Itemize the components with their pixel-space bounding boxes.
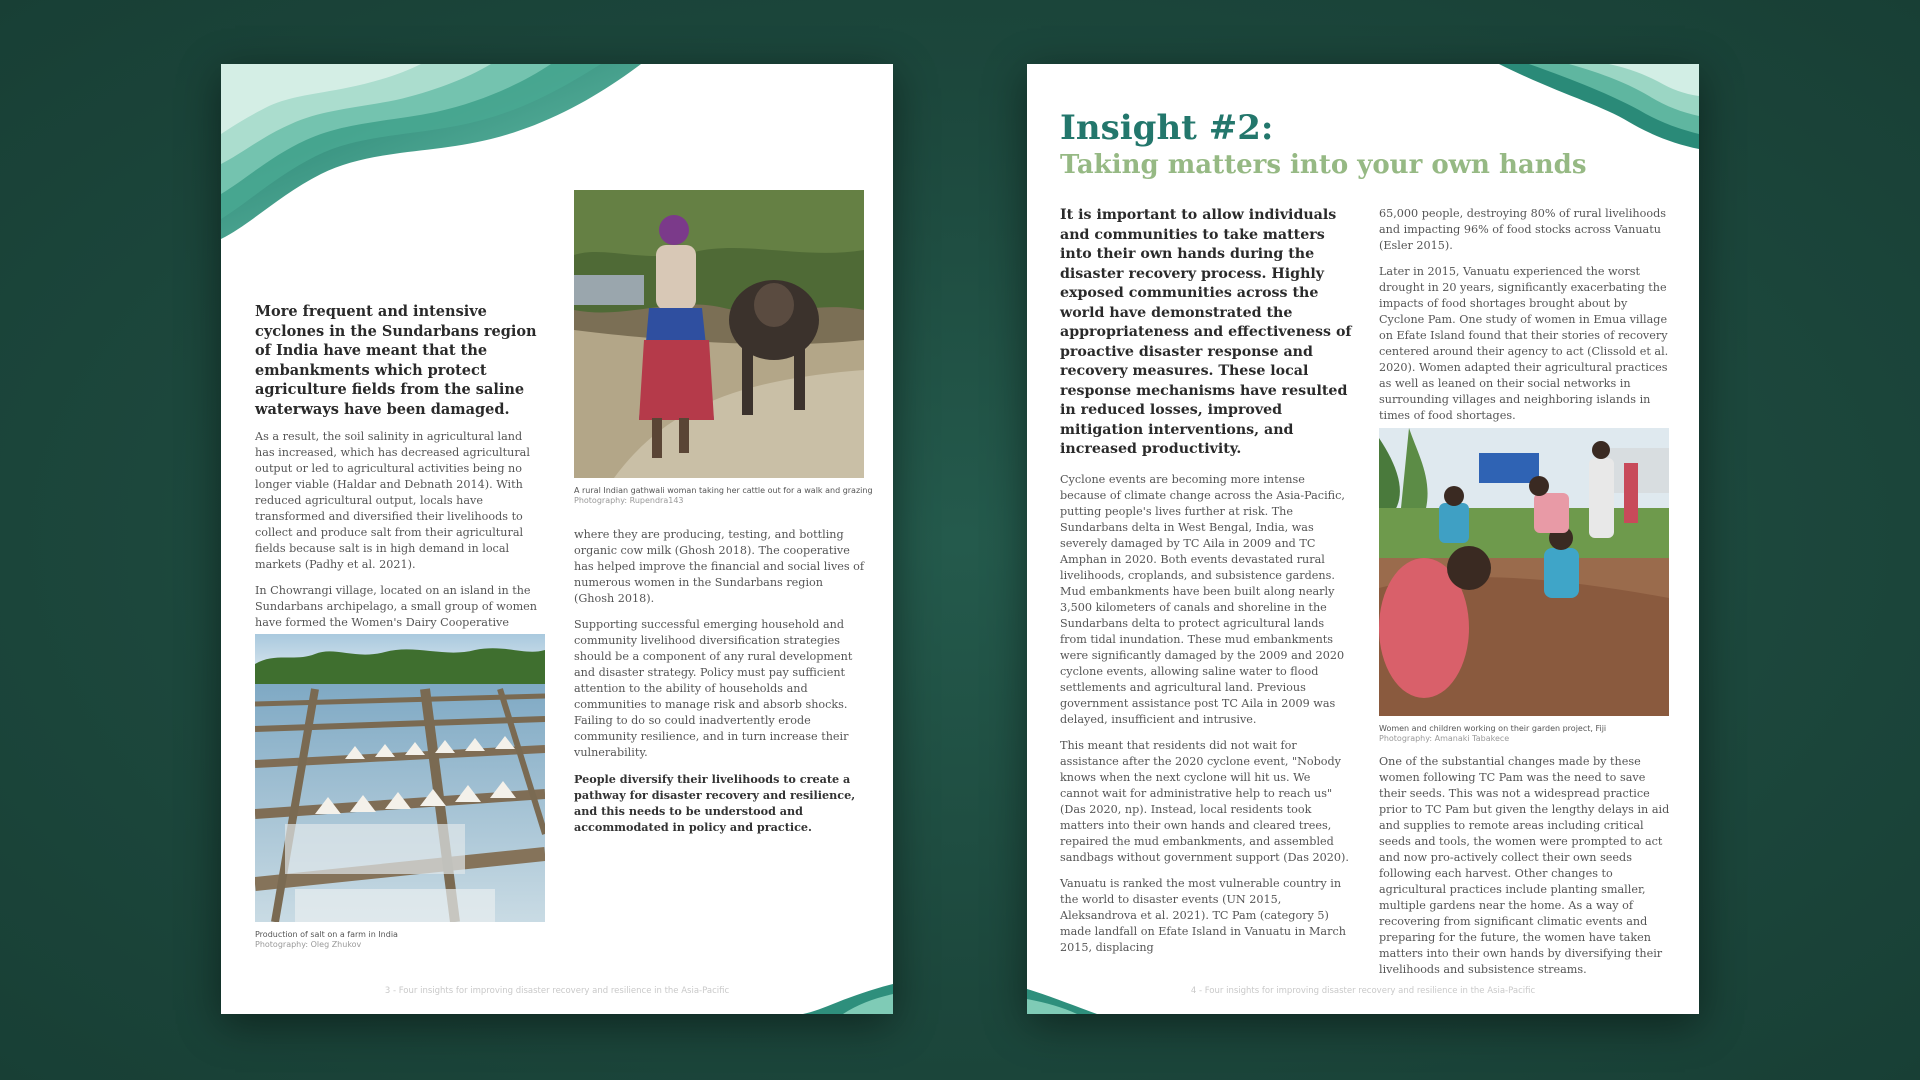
photo-credit: Photography: Amanaki Tabakece — [1379, 734, 1510, 743]
body-paragraph: This meant that residents did not wait for assistance after the 2020 cyclone event, "Nobody knows when the next cyclone will hit us. We cannot wait for administrative help to reach us" (Das 2020, np). Instead, local residents took matters into their own hands and cleared trees, repaired the mud embankments, and assembled sandbags without government support (Das 2020). — [1060, 739, 1349, 864]
lead-paragraph: More frequent and intensive cyclones in the Sundarbans region of India have meant that the embankments which protect agriculture fields from the saline waterways have been damaged. — [255, 303, 537, 418]
page-footer: 3 - Four insights for improving disaster recovery and resilience in the Asia-Pacific — [384, 986, 730, 996]
body-paragraph: One of the substantial changes made by these women following TC Pam was the need to save their seeds. This was not a widespread practice prior to TC Pam but given the lengthy delays in aid and supplies to remote areas including critical seeds and tools, the women were prompted to act and now pro-actively collect their own seeds following each harvest. Other changes to agricultural practices include planting smaller, multiple gardens near the home. As a way of recovering from significant climatic events and preparing for the future, the women have taken matters into their own hands by diversifying their livelihoods and subsistence streams. — [1379, 755, 1670, 976]
body-paragraph: Cyclone events are becoming more intense because of climate change across the Asia-Pacific, putting people's lives further at risk. The Sundarbans delta in West Bengal, India, was severely damaged by TC Aila in 2009 and TC Amphan in 2020. Both events devastated rural livelihoods, croplands, and subsistence gardens. Mud embankments have been built along nearly 3,500 kilometers of canals and shoreline in the Sundarbans delta to protect agricultural lands from tidal inundation. These mud embankments were significantly damaged by the 2009 and 2020 cyclone events, allowing saline water to flood settlements and agricultural land. Previous government assistance post TC Aila in 2009 was delayed, insufficient and intrusive. — [1060, 473, 1345, 726]
left-page — [221, 64, 893, 1014]
body-paragraph: 65,000 people, destroying 80% of rural livelihoods and impacting 96% of food stocks across Vanuatu (Esler 2015). — [1379, 207, 1667, 252]
page-footer: 4 - Four insights for improving disaster recovery and resilience in the Asia-Pacific — [1190, 986, 1536, 996]
insight-heading: Insight #2: — [1060, 108, 1274, 148]
photo-caption: Production of salt on a farm in India — [255, 930, 398, 939]
body-paragraph: where they are producing, testing, and bottling organic cow milk (Ghosh 2018). The cooperative has helped improve the financial and social lives of numerous women in the Sundarbans region (Ghosh 2018). — [574, 528, 865, 605]
photo-caption: A rural Indian gathwali woman taking her cattle out for a walk and grazing — [574, 486, 873, 495]
salt-farm-photo — [255, 634, 545, 922]
body-paragraph-bold: People diversify their livelihoods to create a pathway for disaster recovery and resilience, and this needs to be understood and accommodated in policy and practice. — [574, 772, 856, 834]
cattle-woman-photo — [574, 190, 864, 478]
body-paragraph: As a result, the soil salinity in agricultural land has increased, which has decreased agricultural output or led to agricultural activities being no longer viable (Haldar and Debnath 2014). With reduced agricultural output, locals have transformed and diversified their livelihoods to collect and produce salt from their agricultural fields because salt is in high demand in local markets (Padhy et al. 2021). — [255, 430, 530, 571]
wave-decoration-top — [1499, 64, 1699, 154]
photo-caption: Women and children working on their garden project, Fiji — [1379, 724, 1607, 733]
garden-project-photo — [1379, 428, 1669, 716]
body-paragraph: Vanuatu is ranked the most vulnerable country in the world to disaster events (UN 2015, Aleksandrova et al. 2021). TC Pam (category 5) made landfall on Efate Island in Vanuatu in March 2015, displacing — [1060, 877, 1346, 954]
photo-credit: Photography: Oleg Zhukov — [255, 940, 362, 949]
lead-paragraph: It is important to allow individuals and communities to take matters into their own hands during the disaster recovery process. Highly exposed communities across the world have demonstrated the appropriateness and effectiveness of proactive disaster response and recovery measures. These local response mechanisms have resulted in reduced losses, improved mitigation interventions, and increased productivity. — [1060, 207, 1352, 457]
photo-credit: Photography: Rupendra143 — [574, 496, 684, 505]
insight-subheading: Taking matters into your own hands — [1060, 150, 1587, 180]
body-paragraph: Supporting successful emerging household and community livelihood diversification strategies should be a component of any rural development and disaster strategy. Policy must pay sufficient attention to the ability of households and communities to manage risk and absorb shocks. Failing to do so could inadvertently erode community resilience, and in turn increase their vulnerability. — [574, 618, 853, 759]
body-paragraph: In Chowrangi village, located on an island in the Sundarbans archipelago, a small group of women have formed the Women's Dairy Cooperative — [255, 584, 537, 629]
body-paragraph: Later in 2015, Vanuatu experienced the worst drought in 20 years, significantly exacerbating the impacts of food shortages brought about by Cyclone Pam. One study of women in Emua village on Efate Island found that their stories of recovery centered around their agency to act (Clissold et al. 2020). Women adapted their agricultural practices as well as leaned on their social networks in surrounding villages and neighboring islands in times of food shortages. — [1379, 265, 1669, 422]
right-page — [1027, 64, 1699, 1014]
